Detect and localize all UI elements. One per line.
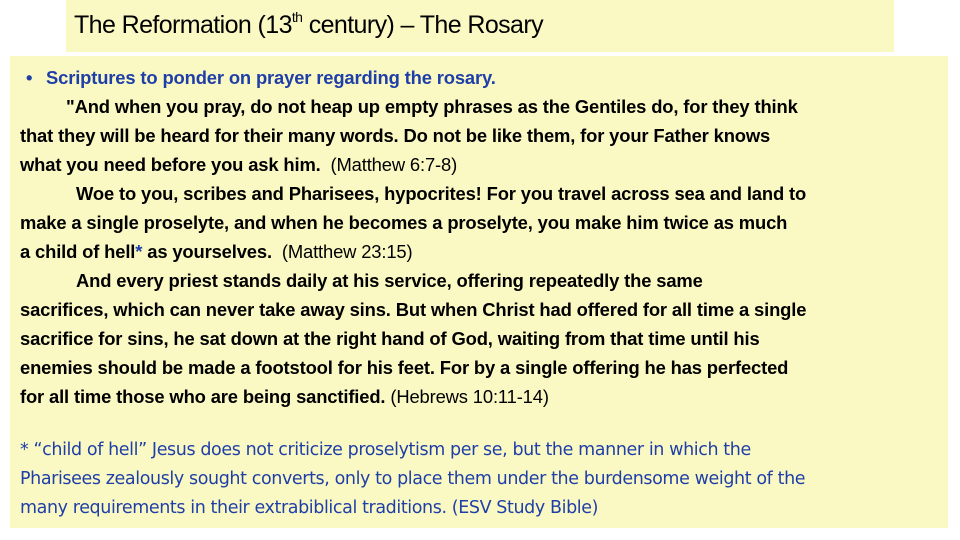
passage-3-line-5 (20, 382, 940, 411)
title-text-end: century) – The Rosary (302, 11, 543, 39)
passage-3-line-2: sacrifices, which can never take away sins. But when Christ had offered for all time a single (20, 299, 807, 320)
passage-1-line-3 (20, 150, 940, 179)
footnote (20, 436, 945, 523)
bullet-heading (20, 63, 940, 92)
footnote-line-2: Pharisees zealously sought converts, only to place them under the burdensome weight of the (20, 469, 806, 489)
bullet-icon: • (26, 67, 33, 88)
passage-2-text-end: as yourselves. (142, 241, 272, 262)
passage-2-text: a child of hell (20, 241, 136, 262)
passage-3-reference: (Hebrews 10:11-14) (390, 386, 549, 407)
passage-3-text: for all time those who are being sanctified. (20, 386, 386, 407)
title-text-start: The Reformation (13 (74, 11, 292, 39)
passage-2-line-3 (20, 237, 940, 266)
footnote-line-3: many requirements in their extrabiblical traditions. (ESV Study Bible) (20, 498, 599, 518)
passage-2-line-1: Woe to you, scribes and Pharisees, hypocrites! For you travel across sea and land to (76, 183, 807, 204)
footnote-line-1: * “child of hell” Jesus does not criticize proselytism per se, but the manner in which the (20, 440, 751, 460)
passage-1-line-2: that they will be heard for their many words. Do not be like them, for your Father knows (20, 125, 771, 146)
passage-1-text: what you need before you ask him. (20, 154, 321, 175)
passage-3-line-3: sacrifice for sins, he sat down at the right hand of God, waiting from that time until his (20, 328, 760, 349)
bullet-heading-text: Scriptures to ponder on prayer regarding the rosary. (46, 67, 496, 88)
slide-title (74, 11, 543, 40)
title-superscript: th (291, 9, 303, 25)
scripture-text (20, 63, 940, 411)
passage-3-line-4: enemies should be made a footstool for his feet. For by a single offering he has perfected (20, 357, 789, 378)
passage-2-line-2: make a single proselyte, and when he becomes a proselyte, you make him twice as much (20, 212, 788, 233)
footnote-marker: * (135, 241, 143, 262)
title-banner (66, 0, 894, 52)
passage-2-reference: (Matthew 23:15) (281, 241, 413, 262)
passage-1-line-1: "And when you pray, do not heap up empty phrases as the Gentiles do, for they think (66, 96, 798, 117)
passage-1-reference: (Matthew 6:7-8) (330, 154, 458, 175)
content-panel (10, 56, 948, 528)
passage-3-line-1: And every priest stands daily at his service, offering repeatedly the same (76, 270, 703, 291)
